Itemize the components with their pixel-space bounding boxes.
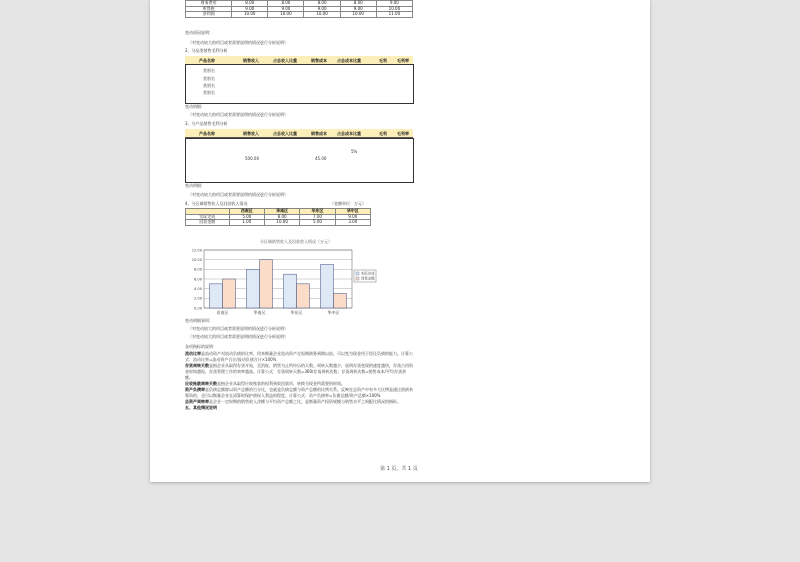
region-row-cell: 7.00 [300,214,335,220]
bar-1 [210,284,223,308]
section5-note-text: （对变动较大的项目或者需要说明的情况进行分析说明） [188,326,288,331]
page-footer: 第 1 页，共 1 页 [380,466,418,472]
region-row-cell: 9.00 [335,214,370,220]
region-table-row [186,220,371,226]
section1-note-text: （对变动较大的项目或者需要说明的情况进行分析说明） [188,40,288,45]
s3-col-0: 产品名称 [199,131,215,136]
top-row-cell: 9.00 [304,6,340,12]
y-tick-label: 4.00 [193,286,202,291]
section5-note-label: 变动明细事项: [185,318,211,323]
section1-note-label: 变动原因说明: [185,30,211,35]
region-row-label: 回款金额 [186,220,230,226]
region-row-cell: 8.00 [264,214,299,220]
rt-h4: 华中区 [335,209,370,215]
s2-col-3: 销售成本 [311,58,327,63]
s3-col-2: 占总收入比重 [273,131,297,136]
ind-end: 五、其他情况说明 [185,405,217,410]
top-row-cell: 9.00 [376,1,412,7]
ind-p2-label: 存货周转天数 [185,363,209,368]
s2-col-2: 占总收入比重 [273,58,297,63]
section2-note-label: 变动明细: [185,104,203,109]
region-row-cell: 1.00 [229,220,264,226]
top-row-cell: 10.00 [340,12,376,18]
top-row-cell: 10.00 [232,12,268,18]
bar-1 [284,274,297,308]
region-table [185,208,371,226]
legend-label: 回款金额 [361,276,375,281]
s2-col-4: 占总成本比重 [337,58,361,63]
top-row-label: 财务费用 [186,1,232,7]
section2-title: 2、分品类销售毛利分析 [185,48,228,53]
top-row-cell: 11.00 [376,12,412,18]
ind-p1: 是流动资产对流动负债的比率，用来衡量企业流动资产在短期债务到期以前，可以变为现金用于偿还负债的能力。计算公式：流动比率=流动资产合计/流动负债合计×100% [185,351,413,362]
s3-cost: 45.00 [315,156,327,161]
s3-col-5: 毛利 [379,131,387,136]
x-tick-label: 华东区 [290,310,303,315]
legend-label: 实际完成 [361,271,375,276]
s2-col-1: 销售收入 [243,58,259,63]
bar-2 [334,294,347,309]
ind-p5-label: 总资产周转率 [185,399,209,404]
s2-row-3: 类别名 [203,90,215,95]
bar-2 [223,279,236,308]
section5-note-text-2: （对变动较大的项目或者需要说明的情况进行分析说明） [188,334,288,339]
s2-col-5: 毛利 [379,58,387,63]
top-row-cell: 9.00 [340,6,376,12]
indicators-title: 各项指标的说明： [185,344,217,349]
bar-1 [247,269,260,308]
x-tick-label: 西南区 [216,310,229,315]
rt-h1: 西南区 [229,209,264,215]
s3-col-4: 占总成本比重 [337,131,361,136]
s3-pct: 5% [351,149,358,154]
region-row-cell: 3.00 [335,220,370,226]
top-row-cell: 10.00 [304,12,340,18]
x-tick-label: 华南区 [253,310,266,315]
section4-title: 4、分区域销售收入及回款收入情况 [185,201,248,206]
top-row-cell: 8.00 [304,1,340,7]
legend-swatch [356,272,359,275]
x-tick-label: 华中区 [327,310,340,315]
bar-2 [260,260,273,308]
top-row-label: 所得税 [186,6,232,12]
ind-p4-label: 资产负债率 [185,387,205,392]
ind-p3: 是指企业从取得应收账款的权利到收回款项、转换为现金所需要的时间。 [217,381,345,386]
y-tick-label: 12.00 [191,248,202,253]
indicators-body [185,351,413,411]
y-tick-label: 10.00 [191,257,202,262]
top-row-cell: 9.00 [268,6,304,12]
region-row-label: 实际完成 [186,214,230,220]
s3-col-6: 毛利率 [397,131,409,136]
region-row-cell: 5.00 [300,220,335,226]
ind-p5: 是企业一定时期的销售收入净额与平均资产总额之比，是衡量资产投资规模与销售水平之间配比情况的指标。 [209,399,401,404]
s3-col-1: 销售收入 [243,131,259,136]
top-row-cell: 10.00 [268,12,304,18]
y-tick-label: 6.00 [193,277,202,282]
section2-note-text: （对变动较大的项目或者需要说明的情况进行分析说明） [188,112,288,117]
top-row-cell: 8.00 [340,1,376,7]
chart-title: 分区域销售收入及回款收入情况（万元） [260,239,332,244]
y-tick-label: 0.00 [193,306,202,311]
document-page [150,0,650,482]
top-row-cell: 8.00 [268,1,304,7]
top-row-cell: 8.00 [232,1,268,7]
y-tick-label: 2.00 [193,296,202,301]
rt-h3: 华东区 [300,209,335,215]
rt-h2: 华南区 [264,209,299,215]
top-row-label: 净利润 [186,12,232,18]
region-bar-chart [180,246,410,320]
s3-rev: 500.00 [245,156,259,161]
s3-col-3: 销售成本 [311,131,327,136]
section3-note-label: 变动明细: [185,183,203,188]
section3-body [185,138,414,183]
region-row-cell: 10.00 [264,220,299,226]
s2-col-6: 毛利率 [397,58,409,63]
region-row-cell: 5.00 [229,214,264,220]
section4-unit: （金额单位：万元） [330,201,366,206]
section3-note-text: （对变动较大的项目或者需要说明的情况进行分析说明） [188,192,288,197]
ind-p3-label: 应收账款周转天数 [185,381,217,386]
section3-header [185,129,413,138]
top-row-cell: 10.00 [376,6,412,12]
ind-p2: 是指企业从取得存货开始，至消耗、销售为止所经历的天数。周转天数越少，说明存货变现的速度越快，存货占用资金时间越短，存货管理工作的效率越高。计算公式：存货周转天数=360/存货周转次数；存货周转次数=销售成本/平均存货余额。 [185,363,413,380]
y-tick-label: 8.00 [193,267,202,272]
s2-col-0: 产品名称 [199,58,215,63]
top-table-row [186,12,413,18]
legend-swatch [356,277,359,280]
s2-row-0: 类别名 [203,68,215,73]
s2-row-2: 类别名 [203,83,215,88]
top-row-cell: 9.00 [232,6,268,12]
bar-2 [297,284,310,308]
s2-row-1: 类别名 [203,76,215,81]
top-summary-table [185,0,413,18]
section3-title: 3、分产品销售毛利分析 [185,121,228,126]
ind-p4: 是负债总额除以资产总额的百分比，也就是负债总额与资产总额的比例关系。反映在总资产中有多大比例是通过借债来筹资的，也可以衡量企业在清算时保护债权人利益的程度。计算公式：资产负债率=负债总额/资产总额×100% [185,387,413,398]
bar-1 [321,265,334,309]
ind-p1-label: 流动比率 [185,351,201,356]
section2-body [185,64,414,104]
